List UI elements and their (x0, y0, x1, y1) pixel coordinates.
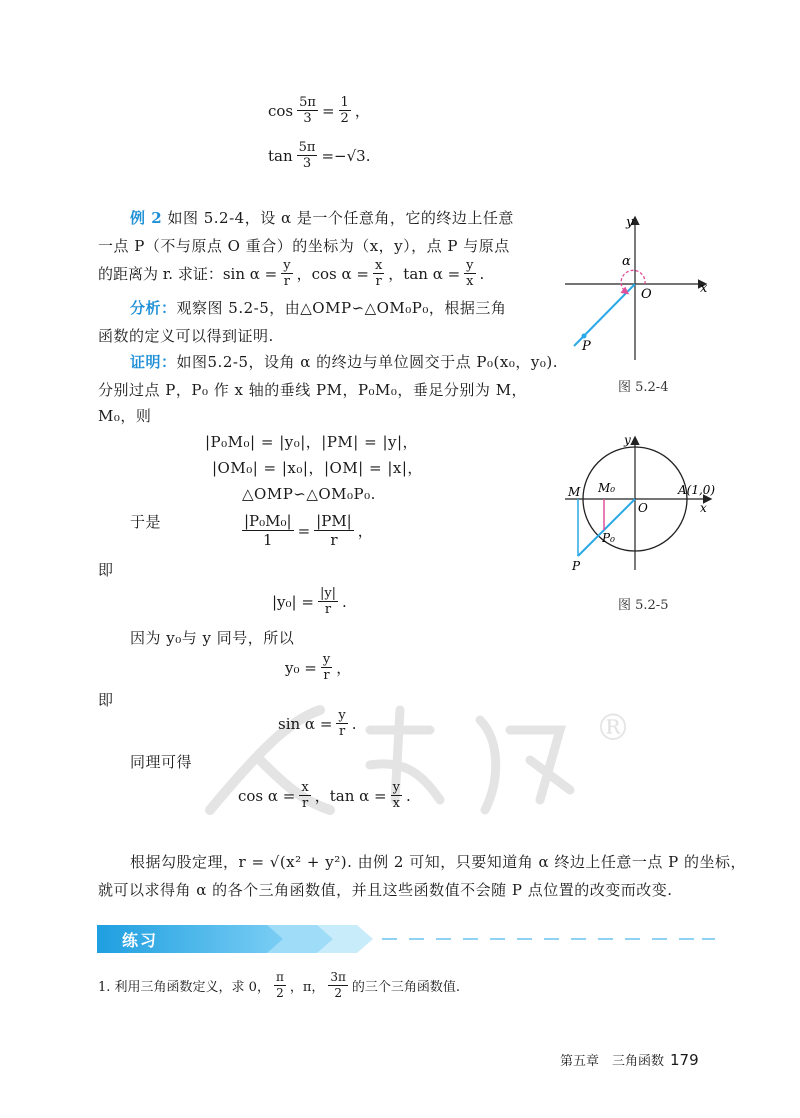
proof-sin-equation: sin α = $\frac{y}{r}$ . (278, 708, 357, 739)
analysis-line-1: 分析：观察图 5.2-5，由△OMP∽△OM₀P₀，根据三角 (130, 299, 507, 317)
svg-text:P₀: P₀ (602, 531, 615, 545)
analysis-label: 分析： (130, 299, 177, 317)
fraction: $\frac{5\pi}{3}$ (299, 95, 316, 126)
proof-because: 因为 y₀与 y 同号，所以 (130, 629, 295, 647)
svg-text:y: y (626, 215, 634, 230)
svg-text:x: x (700, 501, 707, 515)
proof-ji-2: 即 (98, 691, 114, 709)
proof-ji-1: 即 (98, 561, 114, 579)
conclusion-line-2: 就可以求得角 α 的各个三角函数值，并且这些函数值不会随 P 点位置的改变而改变. (98, 881, 673, 899)
figure-5-2-4 (560, 210, 720, 370)
exercise-title: 练习 (122, 931, 159, 950)
proof-eq-3: △OMP∽△OM₀P₀. (242, 485, 376, 503)
svg-text:α: α (622, 254, 631, 269)
proof-label: 证明： (130, 353, 177, 371)
fraction: $\frac{1}{2}$ (340, 95, 349, 126)
terminal-side (578, 499, 635, 556)
svg-text:P: P (572, 559, 581, 573)
chapter-title: 第五章 三角函数 (560, 1054, 665, 1069)
example-line-2: 一点 P（不与原点 O 重合）的坐标为（x，y），点 P 与原点 (98, 237, 510, 255)
svg-text:x: x (700, 281, 708, 296)
svg-text:y: y (624, 433, 631, 447)
proof-cos-tan-equation: cos α = $\frac{x}{r}$ ，tan α = $\frac{y}{x}$ . (238, 780, 411, 811)
svg-text:P: P (582, 339, 591, 354)
svg-text:M₀: M₀ (598, 481, 616, 495)
proof-tongli: 同理可得 (130, 753, 193, 771)
exercise-question-1: 1. 利用三角函数定义，求 0， $\frac{\pi}{2}$ ，π， $\frac{3\pi}{2}$ 的三个三角函数值. (98, 970, 461, 1000)
svg-text:A(1,0): A(1,0) (678, 483, 716, 497)
proof-eq-1: |P₀M₀| = |y₀|，|PM| = |y|， (205, 433, 419, 451)
page-number: 179 (670, 1051, 699, 1069)
svg-text:M: M (568, 485, 581, 499)
example-line-1: 例 2 如图 5.2-4，设 α 是一个任意角，它的终边上任意 (130, 209, 514, 227)
svg-text:O: O (638, 501, 648, 515)
point-p (582, 334, 587, 339)
publisher-watermark (200, 690, 640, 830)
proof-y0-equation: y₀ = $\frac{y}{r}$ ， (285, 652, 352, 683)
figure-5-2-5-caption: 图 5.2-5 (618, 598, 669, 613)
proof-eq-2: |OM₀| = |x₀|，|OM| = |x|， (212, 459, 423, 477)
exercise-banner (97, 925, 717, 953)
page-footer (560, 1050, 699, 1069)
proof-line-3: M₀，则 (98, 407, 152, 425)
proof-line-1: 证明：如图5.2-5，设角 α 的终边与单位圆交于点 P₀(x₀，y₀). (130, 353, 558, 371)
example-label: 例 2 (130, 209, 163, 227)
svg-text:O: O (641, 287, 652, 302)
proof-abs-equation: |y₀| = $\frac{|y|}{r}$ . (272, 586, 347, 617)
conclusion-line-1: 根据勾股定理，r = √(x² + y²). 由例 2 可知，只要知道角 α 终边上任意一点 P 的坐标， (130, 853, 747, 871)
example-line-3: 的距离为 r. 求证：sin α = $\frac{y}{r}$ ，cos α = $\frac{x}{r}$ ，tan α = $\frac{y}{x}$ . (98, 258, 485, 289)
proof-ratio-equation: $\frac{\text{|P₀M₀|}}{1}$ = $\frac{|PM|}{r}$ ， (244, 512, 373, 549)
svg-text:®: ® (595, 708, 631, 749)
fraction: $\frac{5\pi}{3}$ (298, 140, 316, 171)
figure-5-2-4-caption: 图 5.2-4 (618, 380, 669, 395)
proof-yushi: 于是 (130, 513, 162, 531)
cos-5pi-3-equation: cos $\frac{5\pi}{3}$ = $\frac{1}{2}$ ， (268, 95, 370, 126)
analysis-line-2: 函数的定义可以得到证明. (98, 327, 274, 345)
figure-5-2-5 (560, 430, 720, 580)
tan-5pi-3-equation: tan $\frac{5\pi}{3}$ =−√3. (268, 140, 371, 171)
proof-line-2: 分别过点 P，P₀ 作 x 轴的垂线 PM，P₀M₀，垂足分别为 M， (98, 381, 528, 399)
